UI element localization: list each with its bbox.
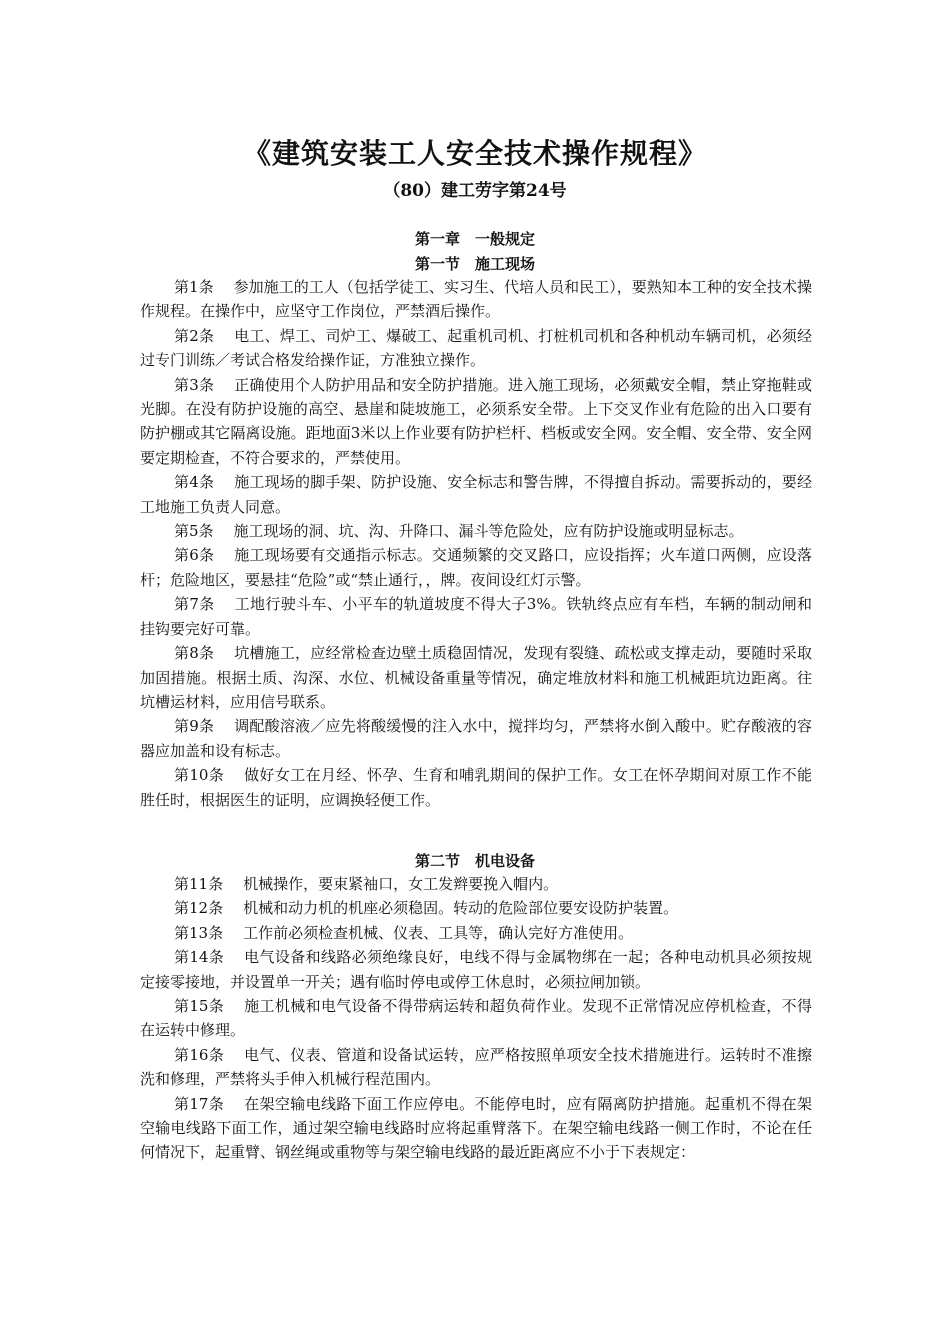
article-paragraph [140,994,812,1043]
article-number: 第16条 [174,1045,225,1064]
article-paragraph [140,1092,812,1165]
article-paragraph [140,872,812,896]
article-number: 第14条 [174,948,225,967]
article-number: 第8条 [174,644,215,663]
article-text: 机械操作，要束紧袖口，女工发辫要挽入帽内。 [243,875,559,893]
article-text: 调配酸溶液／应先将酸缓慢的注入水中，搅拌均匀，严禁将水倒入酸中。贮存酸液的容器应加盖和设有标志。 [140,717,812,760]
article-paragraph [140,714,812,763]
article-paragraph [140,763,812,812]
article-number: 第6条 [174,546,215,565]
chapter-heading: 第一章 一般规定 [414,230,535,248]
article-number: 第12条 [174,899,224,918]
section-heading: 第一节 施工现场 [414,255,535,273]
article-paragraph [140,275,812,324]
article-text: 施工现场的脚手架、防护设施、安全标志和警告牌，不得擅自拆动。需要拆动的，要经工地施工负责人同意。 [140,473,812,516]
article-paragraph [140,470,812,519]
article-number: 第11条 [174,875,224,893]
document-subtitle: （80）建工劳字第24号 [383,181,567,201]
section2-body [140,872,812,1165]
article-paragraph [140,519,812,543]
article-text: 坑槽施工，应经常检查边壁土质稳固情况，发现有裂缝、疏松或支撑走动，要随时采取加固措施。根据土质、沟深、水位、机械设备重量等情况，确定堆放材料和施工机械距坑边距离。往坑槽运材料，应用信号联系。 [140,644,812,711]
article-number: 第4条 [174,473,215,492]
article-paragraph [140,543,812,592]
article-text: 做好女工在月经、怀孕、生育和哺乳期间的保护工作。女工在怀孕期间对原工作不能胜任时，根据医生的证明，应调换轻便工作。 [140,766,812,809]
article-text: 参加施工的工人（包括学徒工、实习生、代培人员和民工），要熟知本工种的安全技术操作规程。在操作中，应坚守工作岗位，严禁酒后操作。 [140,278,812,321]
article-text: 在架空输电线路下面工作应停电。不能停电时，应有隔离防护措施。起重机不得在架空输电线路下面工作，通过架空输电线路时应将起重臂落下。在架空输电线路一侧工作时，不论在任何情况下，起重臂、钢丝绳或重物等与架空输电线路的最近距离应不小于下表规定： [140,1094,812,1162]
section-heading: 第二节 机电设备 [414,852,535,870]
article-text: 电气设备和线路必须绝缘良好，电线不得与金属物绑在一起；各种电动机具必须按规定接零接地，并设置单一开关；遇有临时停电或停工休息时，必须拉闸加锁。 [140,948,812,991]
article-text: 施工现场要有交通指示标志。交通频繁的交叉路口，应设指挥；火车道口两侧，应设落杆；危险地区，要悬挂“危险”或“禁止通行，，牌。夜间设红灯示警。 [140,546,812,589]
article-text: 机械和动力机的机座必须稳固。转动的危险部位要安设防护装置。 [243,899,679,918]
article-number: 第5条 [174,522,214,541]
article-text: 工作前必须检查机械、仪表、工具等，确认完好方准使用。 [243,923,634,942]
article-number: 第15条 [174,997,225,1016]
article-text: 电工、焊工、司炉工、爆破工、起重机司机、打桩机司机和各种机动车辆司机，必须经过专门训练／考试合格发给操作证，方准独立操作。 [140,326,812,370]
article-paragraph [140,324,812,373]
article-paragraph [140,1043,812,1092]
article-number: 第1条 [174,278,214,296]
article-number: 第2条 [174,326,215,345]
article-number: 第17条 [174,1094,225,1113]
article-paragraph [140,896,812,920]
section1-body [140,275,812,812]
document-title: 《建筑安装工人安全技术操作规程》 [242,137,707,170]
article-number: 第10条 [174,766,225,785]
article-text: 电气、仪表、管道和设备试运转，应严格按照单项安全技术措施进行。运转时不准擦洗和修理，严禁将头手伸入机械行程范围内。 [140,1045,812,1089]
article-number: 第13条 [174,923,224,942]
article-paragraph [140,945,812,994]
article-text: 正确使用个人防护用品和安全防护措施。进入施工现场，必须戴安全帽，禁止穿拖鞋或光脚。在没有防护设施的高空、悬崖和陡坡施工，必须系安全带。上下交叉作业有危险的出入口要有防护棚或其它隔离设施。距地面3米以上作业要有防护栏杆、档板或安全网。安全帽、安全带、安全网要定期检查，不符合要求的，严禁使用。 [140,375,812,467]
article-text: 工地行驶斗车、小平车的轨道坡度不得大子3%。铁轨终点应有车档，车辆的制动闸和挂钩要完好可靠。 [140,595,812,638]
article-text: 施工现场的洞、坑、沟、升降口、漏斗等危险处，应有防护设施或明显标志。 [233,522,744,541]
article-number: 第9条 [174,717,215,736]
article-paragraph [140,592,812,641]
article-text: 施工机械和电气设备不得带病运转和超负荷作业。发现不正常情况应停机检查，不得在运转中修理。 [140,997,812,1040]
article-paragraph [140,921,812,945]
article-number: 第7条 [174,595,215,614]
article-paragraph [140,641,812,714]
article-number: 第3条 [174,375,215,394]
article-paragraph [140,373,812,471]
